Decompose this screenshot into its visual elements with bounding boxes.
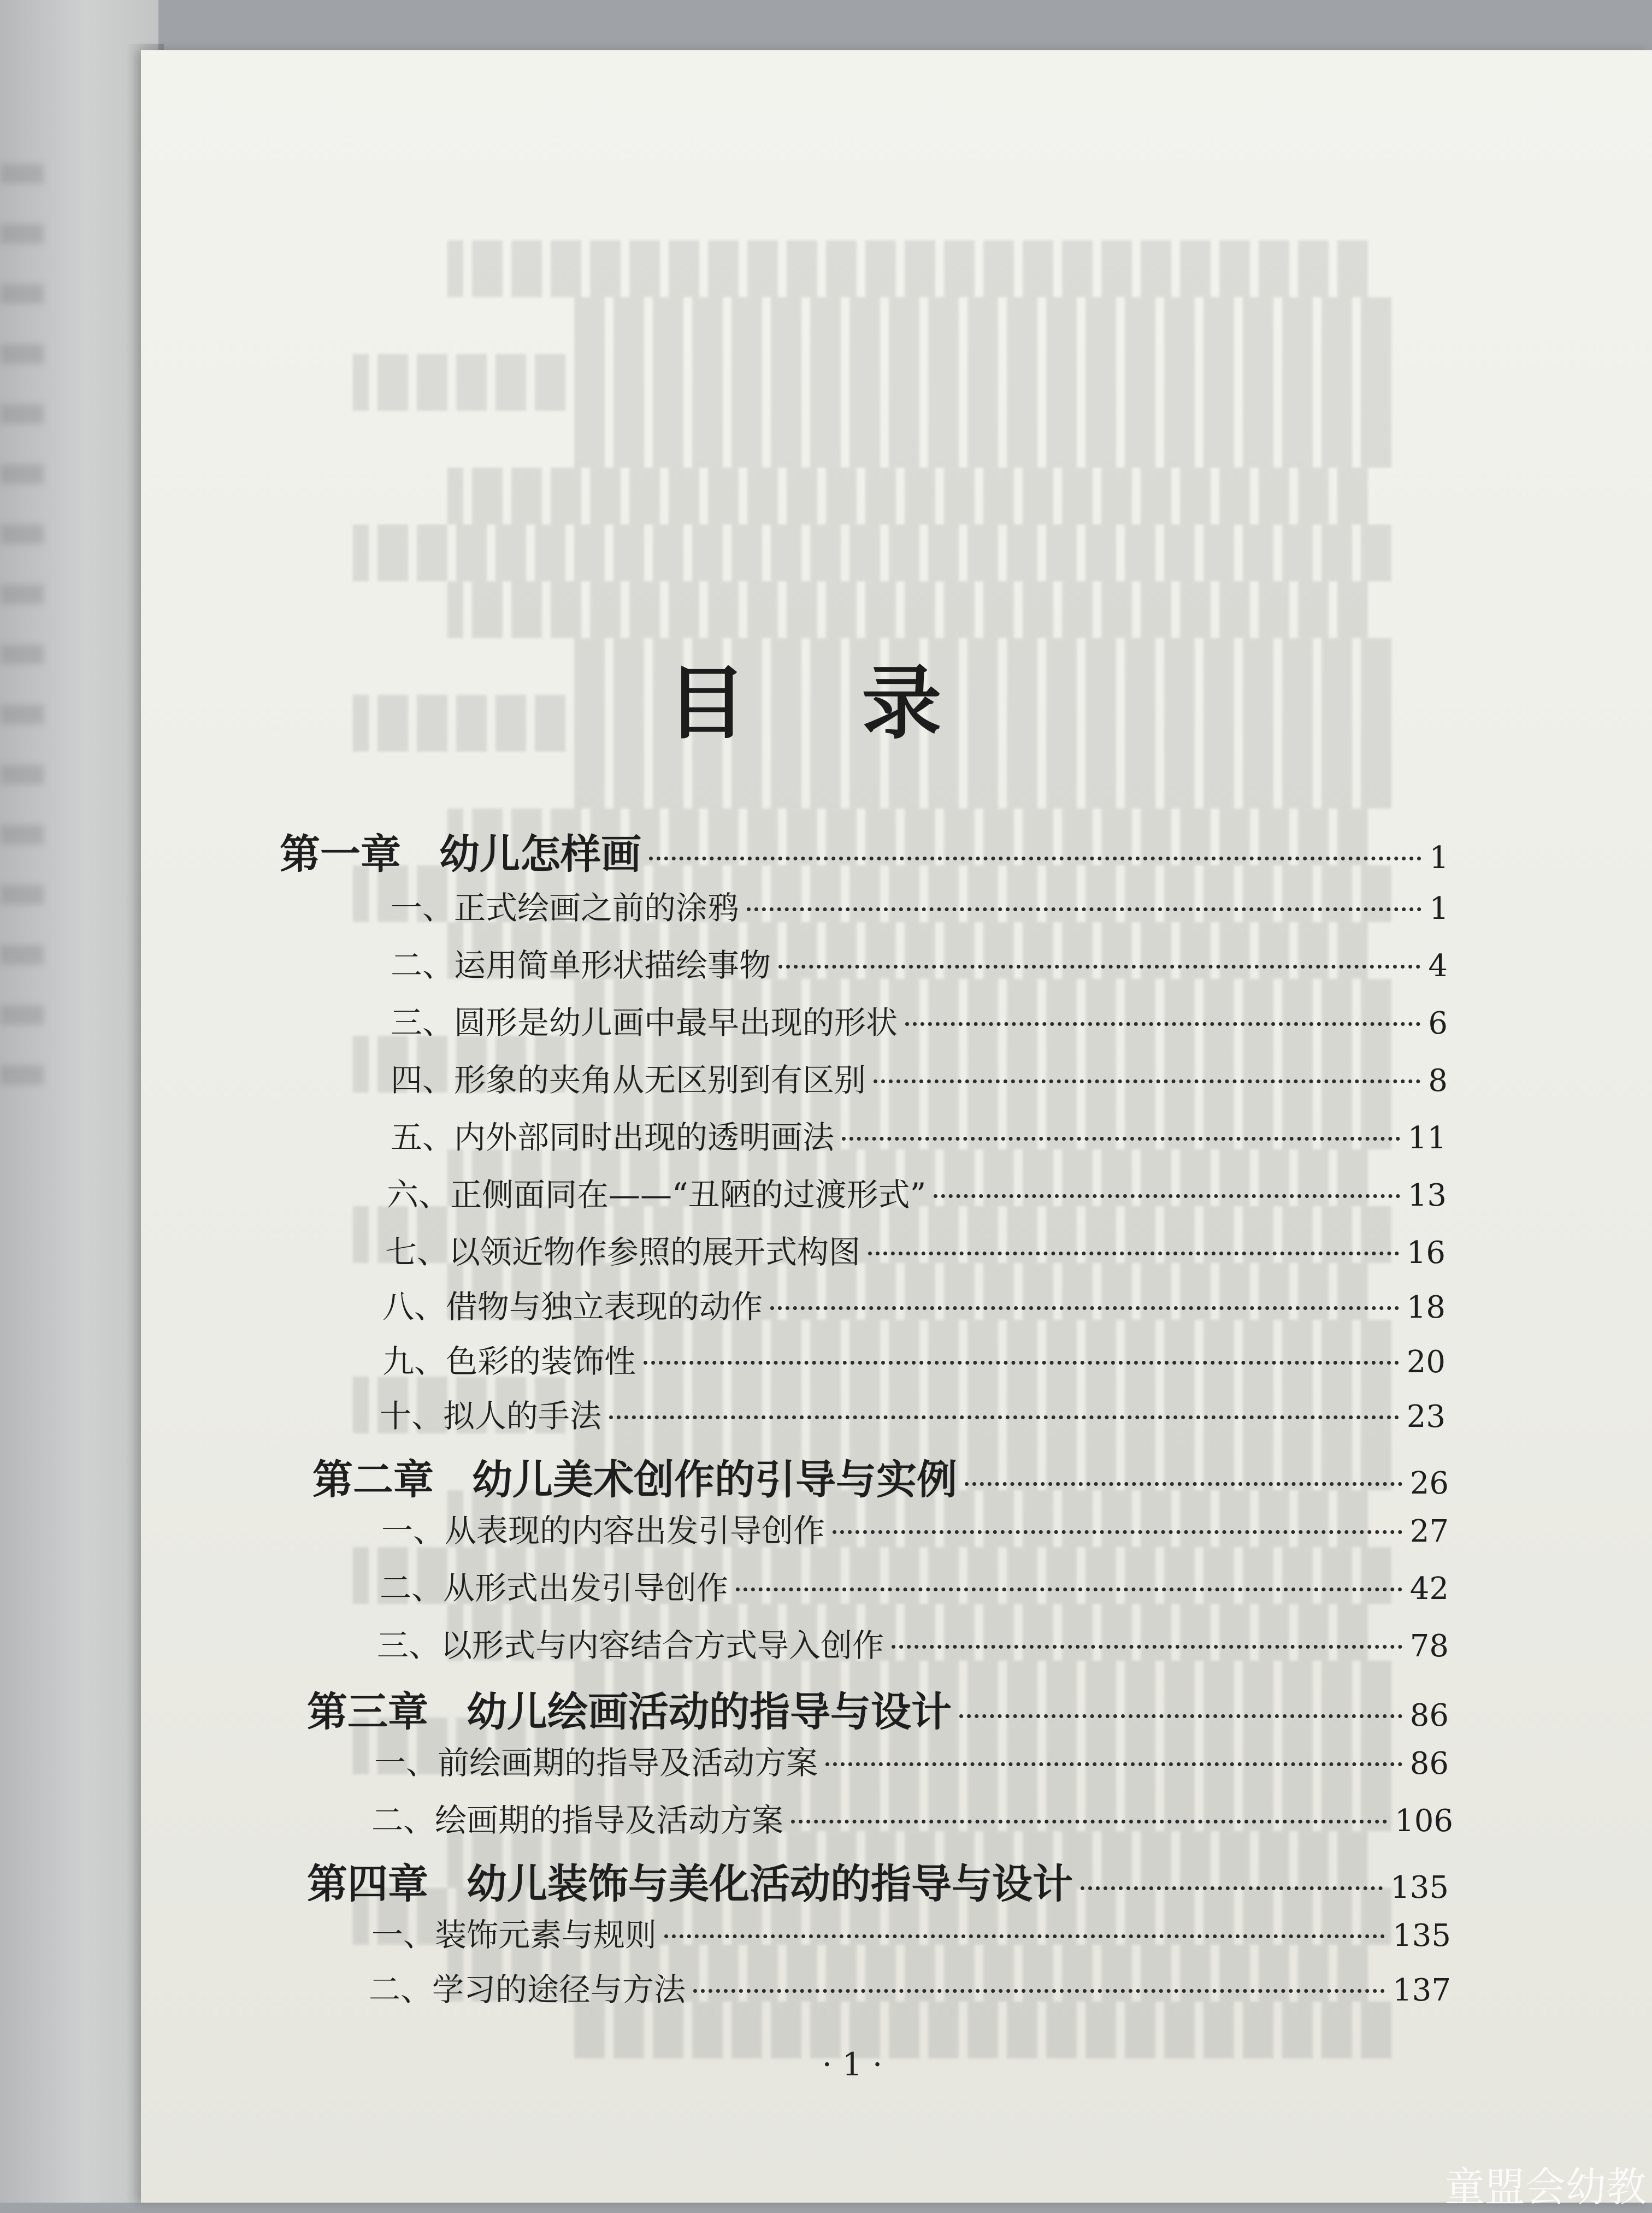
dot-leader [965, 1482, 1402, 1486]
page-reference: 18 [1406, 1290, 1446, 1325]
toc-section-row [377, 1620, 1449, 1674]
page-reference: 42 [1409, 1571, 1449, 1607]
dot-leader [747, 907, 1421, 911]
dot-leader [892, 1645, 1402, 1649]
chapter-number: 第四章 [307, 1861, 428, 1908]
chapter-number: 第二章 [312, 1456, 434, 1503]
page-reference: 78 [1409, 1628, 1449, 1664]
chapter-number: 第三章 [307, 1689, 428, 1736]
dot-leader [874, 1079, 1420, 1083]
page-reference: 1 [1429, 891, 1449, 926]
toc-chapter-row [307, 1852, 1449, 1907]
toc-section-row [382, 1281, 1446, 1336]
dot-leader [1081, 1886, 1383, 1890]
toc-chapter-row [312, 1448, 1449, 1502]
dot-leader [842, 1137, 1400, 1141]
page-reference: 16 [1406, 1235, 1446, 1271]
toc-section-row [391, 1054, 1448, 1109]
toc-section-row [382, 1336, 1446, 1390]
dot-leader [736, 1588, 1402, 1591]
toc-section-row [385, 1226, 1446, 1281]
page-reference: 106 [1395, 1803, 1453, 1839]
page-reference: 4 [1428, 948, 1448, 984]
page-reference: 8 [1428, 1063, 1448, 1099]
section-title: 七、以领近物作参照的展开式构图 [385, 1234, 861, 1271]
chapter-title: 幼儿美术创作的引导与实例 [472, 1456, 957, 1503]
dot-leader [833, 1530, 1402, 1534]
page-reference: 135 [1393, 1918, 1451, 1954]
toc-section-row [391, 882, 1449, 937]
dot-leader [934, 1194, 1400, 1198]
page-reference: 86 [1409, 1746, 1449, 1781]
section-title: 八、借物与独立表现的动作 [382, 1288, 763, 1325]
section-title: 一、从表现的内容出发引导创作 [381, 1512, 825, 1549]
toc-section-row [374, 1737, 1449, 1792]
dot-leader [770, 1306, 1399, 1310]
chapter-title: 幼儿装饰与美化活动的指导与设计 [467, 1861, 1073, 1908]
chapter-title: 幼儿怎样画 [439, 831, 641, 878]
section-title: 二、绘画期的指导及活动方案 [371, 1802, 784, 1839]
page-reference: 11 [1407, 1120, 1447, 1156]
page-reference: 1 [1429, 840, 1449, 876]
toc-section-row [391, 940, 1448, 994]
dot-leader [868, 1252, 1399, 1255]
toc-chapter-row [307, 1680, 1449, 1734]
toc-section-row [381, 1505, 1449, 1560]
page-number: · 1 · [822, 2046, 883, 2083]
section-title: 二、从形式出发引导创作 [380, 1569, 729, 1607]
adjacent-page-text-shadow [0, 164, 44, 1093]
dot-leader [905, 1022, 1420, 1026]
section-title: 四、形象的夹角从无区别到有区别 [391, 1061, 866, 1099]
section-title: 九、色彩的装饰性 [382, 1343, 636, 1380]
toc-section-row [369, 1964, 1451, 2019]
toc-section-row [380, 1390, 1446, 1445]
section-title: 三、圆形是幼儿画中最早出现的形状 [391, 1004, 898, 1041]
toc-section-row [391, 997, 1448, 1052]
page-reference: 27 [1409, 1514, 1449, 1549]
watermark: 童盟会幼教 [1444, 2164, 1647, 2211]
page-reference: 86 [1409, 1698, 1449, 1733]
chapter-number: 第一章 [280, 831, 401, 878]
toc-section-row [380, 1562, 1449, 1617]
section-title: 十、拟人的手法 [380, 1397, 602, 1435]
section-title: 六、正侧面同在——“丑陋的过渡形式” [387, 1176, 927, 1213]
toc-section-row [371, 1909, 1451, 1964]
section-title: 一、装饰元素与规则 [371, 1916, 657, 1954]
page-reference: 6 [1428, 1006, 1448, 1041]
section-title: 三、以形式与内容结合方式导入创作 [377, 1627, 884, 1664]
page-reference: 13 [1407, 1178, 1447, 1213]
page-reference: 137 [1393, 1973, 1451, 2008]
dot-leader [778, 965, 1420, 969]
page-reference: 26 [1409, 1466, 1449, 1501]
dot-leader [649, 857, 1421, 860]
section-title: 二、学习的途径与方法 [369, 1971, 686, 2008]
toc-chapter-row [280, 822, 1449, 877]
dot-leader [693, 1989, 1385, 1993]
section-title: 二、运用简单形状描绘事物 [391, 947, 771, 984]
toc-section-row [387, 1169, 1447, 1224]
dot-leader [644, 1361, 1399, 1365]
dot-leader [609, 1415, 1399, 1419]
page-reference: 135 [1390, 1870, 1449, 1905]
dot-leader [664, 1934, 1385, 1938]
dot-leader [825, 1762, 1402, 1766]
toc-title: 目 录 [666, 657, 986, 750]
section-title: 五、内外部同时出现的透明画法 [391, 1119, 835, 1156]
dot-leader [791, 1820, 1387, 1823]
page-reference: 23 [1406, 1399, 1446, 1435]
section-title: 一、前绘画期的指导及活动方案 [374, 1744, 818, 1781]
chapter-title: 幼儿绘画活动的指导与设计 [467, 1689, 952, 1736]
toc-section-row [391, 1112, 1447, 1166]
page-reference: 20 [1406, 1344, 1446, 1380]
dot-leader [959, 1714, 1402, 1718]
section-title: 一、正式绘画之前的涂鸦 [391, 889, 740, 926]
toc-section-row [371, 1795, 1453, 1849]
